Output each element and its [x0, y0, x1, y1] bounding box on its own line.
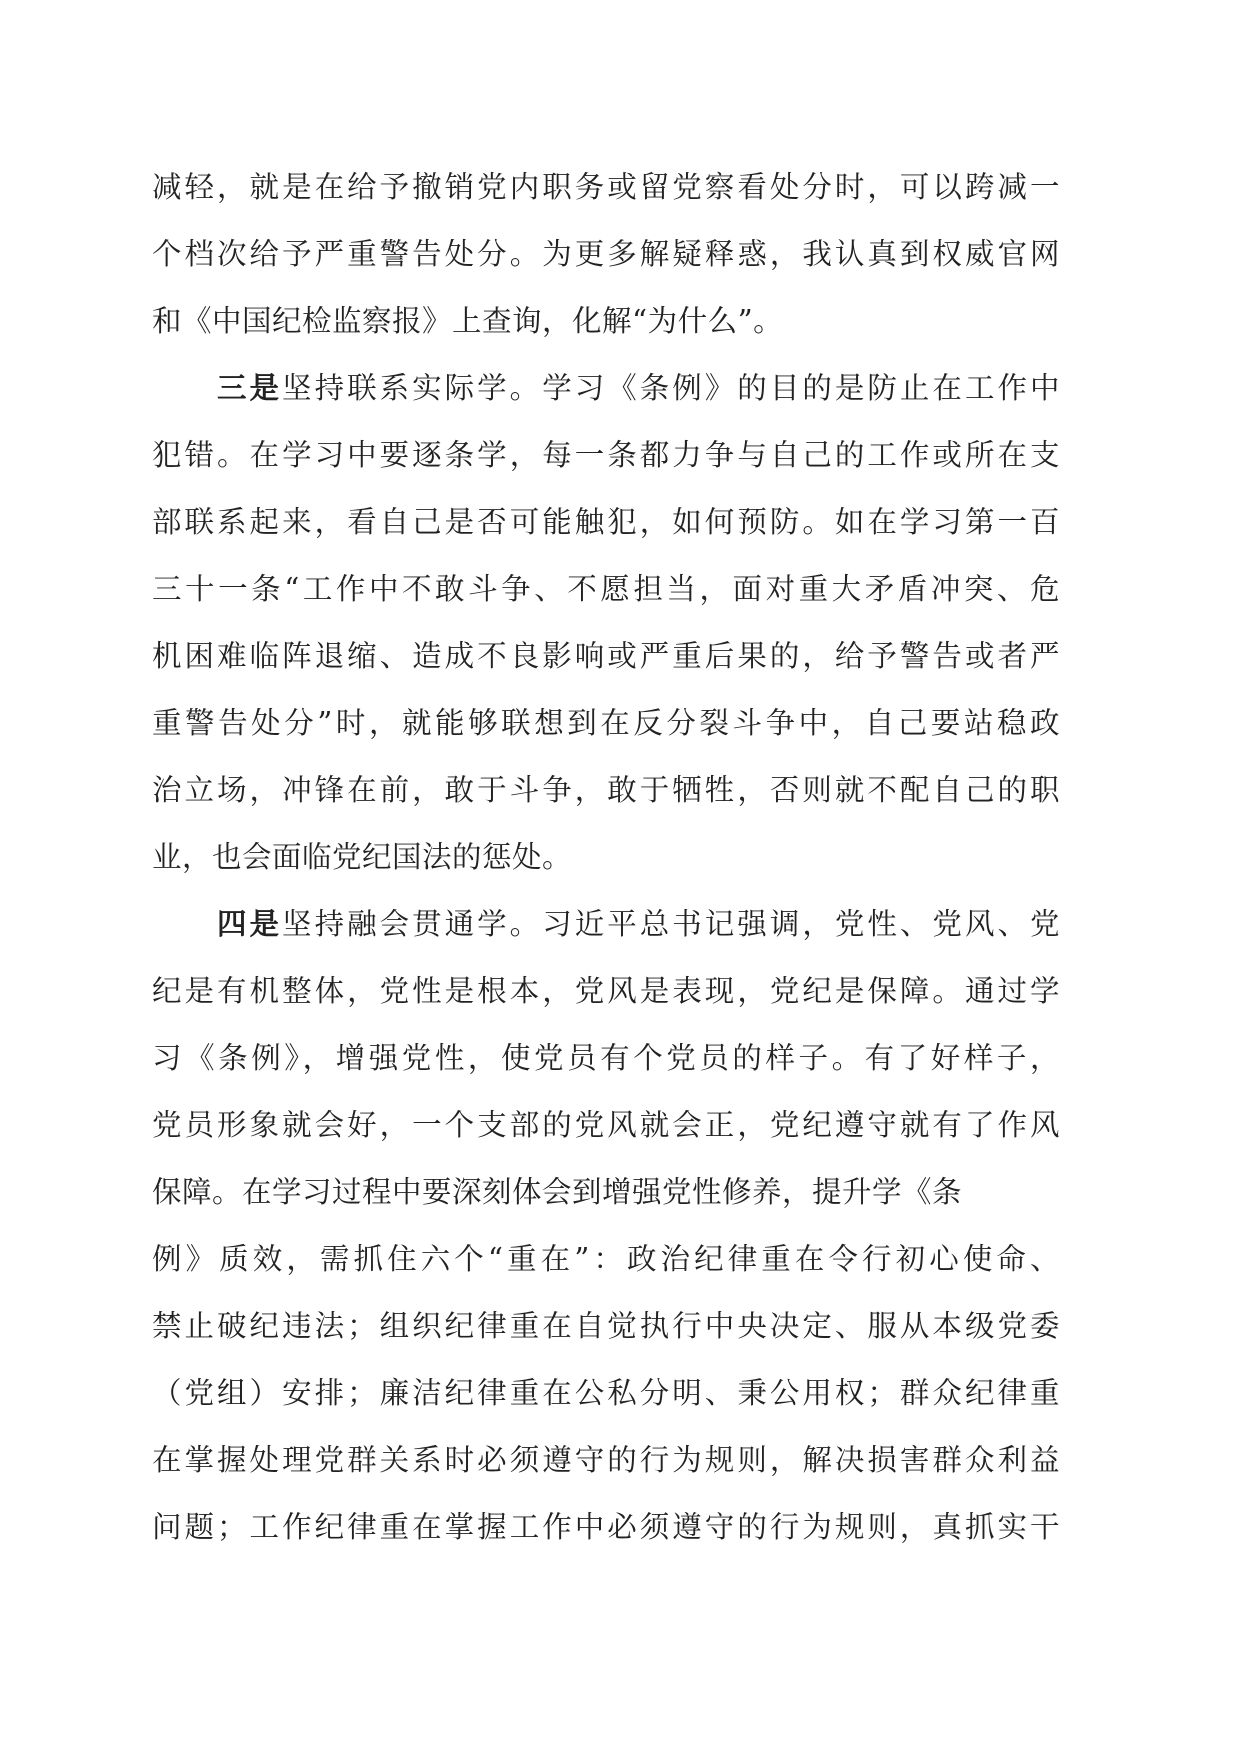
para3-line-8: （党组）安排；廉洁纪律重在公私分明、秉公用权；群众纪律重	[152, 1376, 1060, 1410]
para3-line-4: 党员形象就会好，一个支部的党风就会正，党纪遵守就有了作风	[152, 1108, 1060, 1142]
para3-line-2: 纪是有机整体，党性是根本，党风是表现，党纪是保障。通过学	[152, 974, 1060, 1008]
para3-line-7: 禁止破纪违法；组织纪律重在自觉执行中央决定、服从本级党委	[152, 1309, 1060, 1343]
para2-line-7: 治立场，冲锋在前，敢于斗争，敢于牺牲，否则就不配自己的职	[152, 773, 1060, 807]
para1-line-3: 和《中国纪检监察报》上查询，化解“为什么”。	[152, 304, 784, 338]
para3-line-1-text: 坚持融会贯通学。习近平总书记强调，党性、党风、党	[282, 907, 1060, 941]
para1-line-2: 个档次给予严重警告处分。为更多解疑释惑，我认真到权威官网	[152, 237, 1060, 271]
para2-lead: 三是	[217, 371, 283, 405]
para2-line-3: 部联系起来，看自己是否可能触犯，如何预防。如在学习第一百	[152, 505, 1060, 539]
para1-line-1: 减轻，就是在给予撤销党内职务或留党察看处分时，可以跨减一	[152, 170, 1060, 204]
para2-line-6: 重警告处分”时，就能够联想到在反分裂斗争中，自己要站稳政	[152, 706, 1060, 740]
para2-line-4: 三十一条“工作中不敢斗争、不愿担当，面对重大矛盾冲突、危	[152, 572, 1060, 606]
para3-line-3: 习《条例》，增强党性，使党员有个党员的样子。有了好样子，	[152, 1041, 1060, 1075]
para3-line-10: 问题；工作纪律重在掌握工作中必须遵守的行为规则，真抓实干	[152, 1510, 1060, 1544]
para2-line-1-text: 坚持联系实际学。学习《条例》的目的是防止在工作中	[282, 371, 1060, 405]
para2-line-5: 机困难临阵退缩、造成不良影响或严重后果的，给予警告或者严	[152, 639, 1060, 673]
para3-line-1	[217, 899, 1060, 949]
para2-line-8: 业，也会面临党纪国法的惩处。	[152, 840, 573, 874]
para3-line-5: 保障。在学习过程中要深刻体会到增强党性修养，提升学《条	[152, 1175, 963, 1209]
para3-line-9: 在掌握处理党群关系时必须遵守的行为规则，解决损害群众利益	[152, 1443, 1060, 1477]
para2-line-2: 犯错。在学习中要逐条学，每一条都力争与自己的工作或所在支	[152, 438, 1060, 472]
para3-line-6: 例》质效，需抓住六个“重在”：政治纪律重在令行初心使命、	[152, 1242, 1060, 1276]
para3-lead: 四是	[217, 907, 283, 941]
para2-line-1	[217, 363, 1060, 413]
